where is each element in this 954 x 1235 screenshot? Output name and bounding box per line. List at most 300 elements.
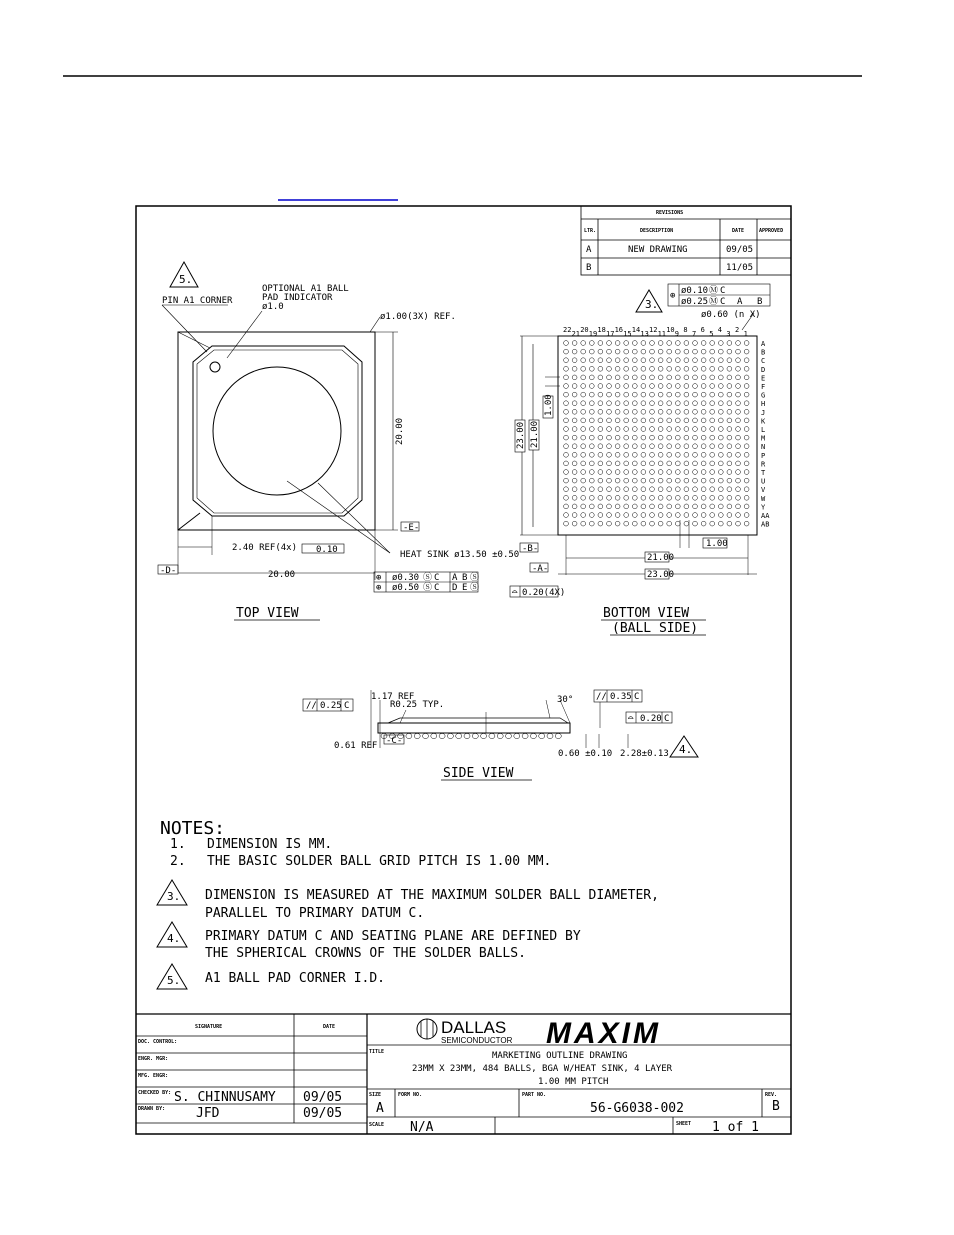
solder-ball <box>615 358 620 363</box>
solder-ball <box>581 366 586 371</box>
solder-ball <box>710 435 715 440</box>
solder-ball <box>684 435 689 440</box>
solder-ball <box>718 392 723 397</box>
solder-ball <box>736 358 741 363</box>
row-letter: R <box>761 460 766 469</box>
solder-ball <box>736 470 741 475</box>
solder-ball <box>744 366 749 371</box>
solder-ball <box>701 495 706 500</box>
solder-ball <box>624 358 629 363</box>
solder-ball <box>589 478 594 483</box>
row-letter: T <box>761 469 766 477</box>
solder-ball <box>632 375 637 380</box>
fcf-top-1-mod2: Ⓢ <box>470 573 480 583</box>
parallelism-025-datum: C <box>344 701 350 711</box>
solder-ball <box>581 521 586 526</box>
solder-ball <box>589 521 594 526</box>
solder-ball <box>632 452 637 457</box>
solder-ball <box>658 495 663 500</box>
solder-ball <box>632 384 637 389</box>
fcf-top-1-d1: C <box>434 573 440 583</box>
dallas-logo <box>417 1018 513 1045</box>
solder-ball <box>607 341 612 346</box>
side-solder-ball <box>530 733 536 738</box>
solder-ball <box>701 470 706 475</box>
column-number: 5 <box>709 330 714 338</box>
solder-ball <box>581 504 586 509</box>
notes <box>157 818 659 989</box>
solder-ball <box>615 513 620 518</box>
solder-ball <box>718 401 723 406</box>
solder-ball <box>710 487 715 492</box>
solder-ball <box>727 444 732 449</box>
solder-ball <box>701 427 706 432</box>
solder-ball <box>607 495 612 500</box>
solder-ball <box>693 418 698 423</box>
solder-ball <box>667 487 672 492</box>
solder-ball <box>615 366 620 371</box>
solder-ball <box>701 435 706 440</box>
solder-ball <box>684 478 689 483</box>
column-number: 8 <box>683 326 688 334</box>
solder-ball <box>564 470 569 475</box>
solder-ball <box>744 461 749 466</box>
row-letter: U <box>761 477 766 486</box>
solder-ball <box>564 487 569 492</box>
side-view-title: SIDE VIEW <box>443 766 514 781</box>
solder-ball <box>667 444 672 449</box>
solder-ball <box>701 478 706 483</box>
solder-ball <box>658 513 663 518</box>
solder-ball <box>572 478 577 483</box>
solder-ball <box>718 461 723 466</box>
solder-ball <box>744 521 749 526</box>
solder-ball <box>736 521 741 526</box>
solder-ball <box>572 358 577 363</box>
solder-ball <box>727 341 732 346</box>
solder-ball <box>589 504 594 509</box>
row-letter: N <box>761 443 766 452</box>
solder-ball <box>564 435 569 440</box>
solder-ball <box>615 349 620 354</box>
solder-ball <box>718 444 723 449</box>
solder-ball <box>650 358 655 363</box>
solder-ball <box>572 418 577 423</box>
column-number: 22 <box>563 326 572 334</box>
solder-ball <box>641 435 646 440</box>
fcf-bottom-symbol: ⊕ <box>670 291 676 301</box>
solder-ball <box>615 401 620 406</box>
rev-row-a-ltr: A <box>586 245 592 255</box>
solder-ball <box>667 384 672 389</box>
solder-ball <box>564 495 569 500</box>
note-4-line-2: THE SPHERICAL CROWNS OF THE SOLDER BALLS. <box>205 946 526 961</box>
solder-ball <box>598 452 603 457</box>
part-no-value: 56-G6038-002 <box>590 1101 684 1116</box>
solder-ball <box>641 504 646 509</box>
solder-ball <box>658 452 663 457</box>
note-2: THE BASIC SOLDER BALL GRID PITCH IS 1.00 MM. <box>207 854 552 869</box>
side-solder-ball <box>481 733 487 738</box>
engr-mgr-label: ENGR. MGR: <box>138 1056 169 1062</box>
solder-ball <box>718 478 723 483</box>
solder-ball <box>727 461 732 466</box>
column-number: 14 <box>631 326 641 334</box>
solder-ball <box>701 375 706 380</box>
solder-ball <box>598 401 603 406</box>
solder-ball <box>744 401 749 406</box>
solder-ball <box>632 392 637 397</box>
solder-ball <box>598 418 603 423</box>
solder-ball <box>736 375 741 380</box>
solder-ball <box>736 384 741 389</box>
solder-ball <box>684 444 689 449</box>
fcf-bottom-2-d1: C <box>720 297 726 307</box>
solder-ball <box>744 358 749 363</box>
solder-ball <box>572 513 577 518</box>
side-solder-ball <box>547 733 553 738</box>
solder-ball <box>624 427 629 432</box>
solder-ball <box>675 366 680 371</box>
solder-ball <box>641 487 646 492</box>
column-number: 21 <box>571 330 581 338</box>
solder-ball <box>632 487 637 492</box>
solder-ball <box>675 427 680 432</box>
solder-ball <box>744 478 749 483</box>
datum-d: -D- <box>160 566 177 576</box>
solder-ball <box>581 495 586 500</box>
solder-ball <box>650 427 655 432</box>
solder-ball <box>641 349 646 354</box>
solder-ball <box>693 392 698 397</box>
solder-ball <box>736 444 741 449</box>
note-3-line-1: DIMENSION IS MEASURED AT THE MAXIMUM SOLDER BALL DIAMETER, <box>205 888 659 903</box>
solder-ball <box>727 495 732 500</box>
solder-ball <box>667 478 672 483</box>
solder-ball <box>693 478 698 483</box>
solder-ball <box>667 513 672 518</box>
solder-ball <box>675 452 680 457</box>
solder-ball <box>598 349 603 354</box>
solder-ball <box>607 349 612 354</box>
solder-ball <box>598 470 603 475</box>
size-label: SIZE <box>369 1092 382 1098</box>
solder-ball <box>572 384 577 389</box>
solder-ball <box>710 444 715 449</box>
solder-ball <box>736 504 741 509</box>
dim-20-vertical: 20.00 <box>395 417 405 445</box>
solder-ball <box>650 452 655 457</box>
solder-ball <box>667 435 672 440</box>
solder-ball <box>667 392 672 397</box>
solder-ball <box>727 452 732 457</box>
solder-ball <box>572 444 577 449</box>
solder-ball <box>650 444 655 449</box>
solder-ball <box>641 444 646 449</box>
checked-by-name: S. CHINNUSAMY <box>174 1090 276 1105</box>
bottom-view-title: BOTTOM VIEW <box>603 606 690 621</box>
fcf-top-1-symbol: ⊕ <box>376 573 382 583</box>
solder-ball <box>744 418 749 423</box>
dim-240-ref: 2.40 REF(4x) <box>232 543 298 553</box>
solder-ball <box>632 521 637 526</box>
solder-ball <box>581 452 586 457</box>
dim-2100-horizontal: 21.00 <box>647 553 675 563</box>
solder-ball <box>632 435 637 440</box>
solder-ball <box>607 392 612 397</box>
solder-ball <box>701 487 706 492</box>
solder-ball <box>650 349 655 354</box>
dim-228: 2.28±0.13 <box>620 749 669 759</box>
solder-ball <box>632 427 637 432</box>
solder-ball <box>607 504 612 509</box>
solder-ball <box>658 392 663 397</box>
column-number: 10 <box>666 326 675 334</box>
solder-ball <box>718 366 723 371</box>
solder-ball <box>632 470 637 475</box>
datum-e: -E- <box>403 523 420 533</box>
solder-ball <box>667 495 672 500</box>
rev-header-ltr: LTR. <box>584 228 597 234</box>
solder-ball <box>658 487 663 492</box>
fcf-bottom-1-mod: Ⓜ <box>709 286 719 296</box>
rev-row-a-date: 09/05 <box>726 245 754 255</box>
solder-ball <box>564 341 569 346</box>
solder-ball <box>727 521 732 526</box>
row-letter: P <box>761 451 766 460</box>
row-letter: C <box>761 357 766 366</box>
solder-ball <box>564 504 569 509</box>
solder-ball <box>658 521 663 526</box>
datum-a: -A- <box>532 564 549 574</box>
solder-ball <box>710 366 715 371</box>
solder-ball <box>598 392 603 397</box>
side-solder-ball <box>439 733 445 738</box>
solder-ball <box>641 392 646 397</box>
package-inner <box>193 346 362 516</box>
solder-ball <box>572 495 577 500</box>
rev-row-b-date: 11/05 <box>726 263 754 273</box>
parallelism-035: 0.35 <box>610 692 632 702</box>
solder-ball <box>564 478 569 483</box>
solder-ball <box>632 504 637 509</box>
revisions-title: REVISIONS <box>656 210 684 216</box>
maxim-logo: MAXIM <box>546 1017 661 1050</box>
solder-ball <box>572 435 577 440</box>
column-number: 15 <box>623 330 632 338</box>
fcf-bottom-2-d2: A <box>737 297 743 307</box>
row-letter: D <box>761 365 766 374</box>
solder-ball <box>701 513 706 518</box>
solder-ball <box>744 375 749 380</box>
solder-ball <box>718 513 723 518</box>
solder-ball <box>675 375 680 380</box>
radius-025: R0.25 TYP. <box>390 700 445 710</box>
solder-ball <box>598 358 603 363</box>
dallas-wordmark: DALLAS <box>441 1018 507 1037</box>
solder-ball <box>736 513 741 518</box>
drawn-by-date: 09/05 <box>303 1106 343 1121</box>
solder-ball <box>710 427 715 432</box>
solder-ball <box>658 435 663 440</box>
solder-ball <box>736 495 741 500</box>
side-solder-ball <box>447 733 453 738</box>
solder-ball <box>710 349 715 354</box>
solder-ball <box>615 392 620 397</box>
fcf-bottom-1-datum: C <box>720 286 726 296</box>
solder-ball <box>701 444 706 449</box>
solder-ball <box>641 513 646 518</box>
solder-ball <box>693 401 698 406</box>
solder-ball <box>624 392 629 397</box>
solder-ball <box>710 375 715 380</box>
note-3-number: 3. <box>167 890 181 903</box>
dim-2300-horizontal: 23.00 <box>647 570 675 580</box>
solder-ball <box>650 409 655 414</box>
solder-ball <box>718 418 723 423</box>
solder-ball <box>718 384 723 389</box>
solder-ball <box>675 521 680 526</box>
solder-ball <box>632 444 637 449</box>
solder-ball <box>701 409 706 414</box>
solder-ball <box>598 487 603 492</box>
rev-row-a-desc: NEW DRAWING <box>628 245 688 255</box>
solder-ball <box>615 375 620 380</box>
solder-ball <box>624 444 629 449</box>
solder-ball <box>572 504 577 509</box>
solder-ball <box>589 401 594 406</box>
side-solder-ball <box>406 733 412 738</box>
solder-ball <box>675 470 680 475</box>
solder-ball <box>650 470 655 475</box>
solder-ball <box>564 461 569 466</box>
row-letter: F <box>761 383 766 391</box>
solder-ball <box>650 401 655 406</box>
solder-ball <box>564 366 569 371</box>
svg-text://: // <box>306 701 317 711</box>
solder-ball <box>624 401 629 406</box>
solder-ball <box>675 409 680 414</box>
note-1-number: 1. <box>170 837 186 852</box>
solder-ball <box>598 513 603 518</box>
drawn-by-label: DRAWN BY: <box>138 1106 166 1112</box>
solder-ball <box>650 521 655 526</box>
solder-ball <box>658 418 663 423</box>
solder-ball <box>675 384 680 389</box>
solder-ball <box>736 341 741 346</box>
solder-ball <box>624 375 629 380</box>
optional-a1-label-1: OPTIONAL A1 BALL <box>262 284 349 294</box>
solder-ball <box>572 470 577 475</box>
solder-ball <box>641 401 646 406</box>
solder-ball <box>684 452 689 457</box>
solder-ball <box>564 452 569 457</box>
solder-ball <box>572 349 577 354</box>
solder-ball <box>607 435 612 440</box>
solder-ball <box>624 349 629 354</box>
solder-ball <box>701 349 706 354</box>
title-block <box>136 1014 791 1135</box>
solder-ball <box>572 375 577 380</box>
solder-ball <box>632 418 637 423</box>
dim-100-horizontal: 1.00 <box>706 539 728 549</box>
solder-ball <box>598 521 603 526</box>
solder-ball <box>736 401 741 406</box>
solder-ball <box>607 366 612 371</box>
solder-ball <box>667 375 672 380</box>
solder-ball <box>615 418 620 423</box>
solder-ball <box>632 461 637 466</box>
optional-a1-label-3: ø1.0 <box>262 302 284 312</box>
solder-ball <box>589 341 594 346</box>
solder-ball <box>581 427 586 432</box>
datum-b: -B- <box>522 544 539 554</box>
solder-ball <box>658 478 663 483</box>
solder-ball <box>727 358 732 363</box>
solder-ball <box>624 435 629 440</box>
rev-header-desc: DESCRIPTION <box>640 228 674 234</box>
flatness-020: 0.20 <box>640 714 662 724</box>
solder-ball <box>658 358 663 363</box>
solder-ball <box>589 366 594 371</box>
column-number: 7 <box>692 330 697 338</box>
solder-ball <box>684 427 689 432</box>
dim-100-vertical: 1.00 <box>544 394 554 416</box>
solder-ball <box>667 427 672 432</box>
solder-ball <box>667 504 672 509</box>
column-number: 2 <box>735 326 740 334</box>
solder-ball <box>718 409 723 414</box>
side-solder-ball <box>423 733 429 738</box>
solder-ball <box>598 427 603 432</box>
row-letter: AA <box>761 512 770 520</box>
solder-ball <box>744 427 749 432</box>
solder-ball <box>736 461 741 466</box>
note-4-line-1: PRIMARY DATUM C AND SEATING PLANE ARE DEFINED BY <box>205 929 581 944</box>
fcf-top-1-mod: Ⓢ <box>423 573 433 583</box>
solder-ball <box>658 504 663 509</box>
solder-ball <box>667 349 672 354</box>
solder-ball <box>684 375 689 380</box>
solder-ball <box>684 392 689 397</box>
solder-ball <box>632 401 637 406</box>
solder-ball <box>675 487 680 492</box>
column-number: 17 <box>606 330 615 338</box>
solder-ball <box>589 392 594 397</box>
solder-ball <box>744 409 749 414</box>
solder-ball <box>650 375 655 380</box>
solder-ball <box>624 495 629 500</box>
solder-ball <box>589 470 594 475</box>
solder-ball <box>607 409 612 414</box>
callout-5-text: 5. <box>179 273 193 286</box>
column-number: 6 <box>700 326 705 334</box>
solder-ball <box>615 504 620 509</box>
solder-ball <box>650 461 655 466</box>
solder-ball <box>624 487 629 492</box>
fcf-top-1-d2: A <box>452 573 458 583</box>
solder-ball <box>607 513 612 518</box>
solder-ball <box>650 513 655 518</box>
solder-ball <box>564 427 569 432</box>
side-solder-ball <box>431 733 437 738</box>
solder-ball <box>624 366 629 371</box>
dim-2100-vertical: 21.00 <box>530 420 540 448</box>
solder-ball <box>667 521 672 526</box>
solder-ball <box>624 384 629 389</box>
heat-sink-label: HEAT SINK ø13.50 ±0.50 <box>400 550 520 560</box>
solder-ball <box>615 470 620 475</box>
